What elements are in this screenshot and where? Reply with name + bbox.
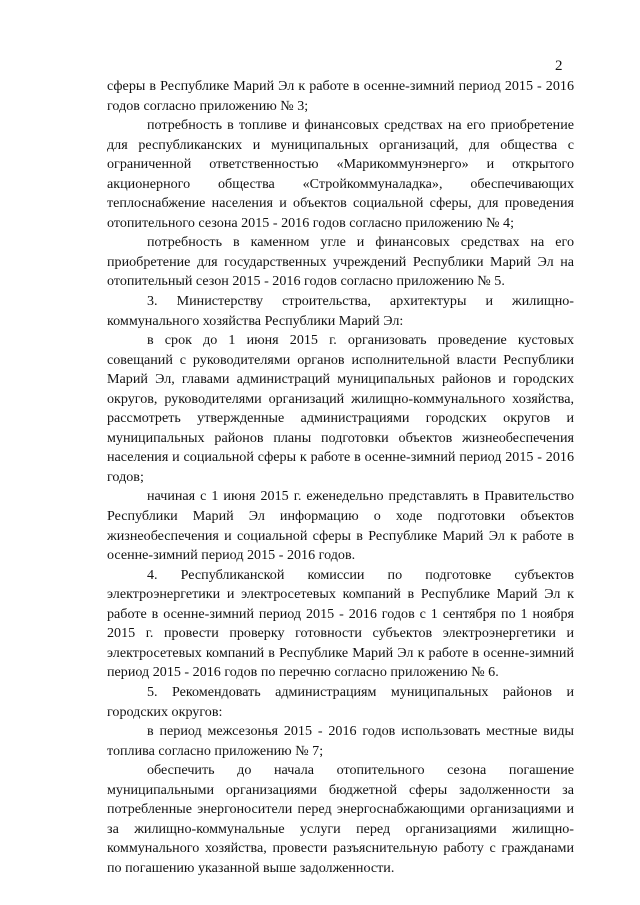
paragraph: в период межсезонья 2015 - 2016 годов использовать местные виды топлива согласно приложению № 7; bbox=[107, 723, 574, 759]
page-number: 2 bbox=[555, 58, 563, 74]
paragraph: начиная с 1 июня 2015 г. еженедельно представлять в Правительство Республики Марий Эл информацию о ходе подготовки объектов жизнеобеспечения и социальной сферы в Республике Марий Эл к работе в осенне-зимний период 2015 - 2016 годов. bbox=[107, 488, 574, 564]
document-body bbox=[107, 77, 574, 878]
paragraph: 5. Рекомендовать администрациям муниципальных районов и городских округов: bbox=[107, 683, 574, 720]
paragraph: потребность в топливе и финансовых средствах на его приобретение для республиканских и муниципальных организаций, для общества с ограниченной ответственностью «Марикоммунэнерго» и открытого акционерного общества «Стройкоммуналадка», обеспечивающих теплоснабжение населения и объектов социальной сферы, для проведения отопительного сезона 2015 - 2016 годов согласно приложению № 4; bbox=[107, 117, 574, 231]
paragraph: 3. Министерству строительства, архитектуры и жилищно-коммунального хозяйства Республики Марий Эл: bbox=[107, 293, 574, 329]
paragraph: в срок до 1 июня 2015 г. организовать проведение кустовых совещаний с руководителями органов исполнительной власти Республики Марий Эл, главами администраций муниципальных районов и городских округов, руководителями организаций жилищно-коммунального хозяйства, рассмотреть утвержденные администрациями городских округов и муниципальных районов планы подготовки объектов жизнеобеспечения населения и социальной сферы к работе в осенне-зимний период 2015 - 2016 годов; bbox=[107, 332, 574, 485]
paragraph: сферы в Республике Марий Эл к работе в осенне-зимний период 2015 - 2016 годов согласно приложению № 3; bbox=[107, 78, 574, 114]
paragraph: 4. Республиканской комиссии по подготовке субъектов электроэнергетики и электросетевых компаний в Республике Марий Эл к работе в осенне-зимний период 2015 - 2016 годов с 1 сентября по 1 ноября 2015 г. провести проверку готовности субъектов электроэнергетики и электросетевых компаний в Республике Марий Эл к работе в осенне-зимний период 2015 - 2016 годов по перечню согласно приложению № 6. bbox=[107, 566, 574, 681]
paragraph: потребность в каменном угле и финансовых средствах на его приобретение для государственных учреждений Республики Марий Эл на отопительный сезон 2015 - 2016 годов согласно приложению № 5. bbox=[107, 234, 574, 290]
paragraph: обеспечить до начала отопительного сезона погашение муниципальными организациями бюджетной сферы задолженности за потребленные энергоносители перед энергоснабжающими организациями и за жилищно-коммунальные услуги перед организациями жилищно-коммунального хозяйства, провести разъяснительную работу с гражданами по погашению указанной выше задолженности. bbox=[107, 762, 574, 876]
